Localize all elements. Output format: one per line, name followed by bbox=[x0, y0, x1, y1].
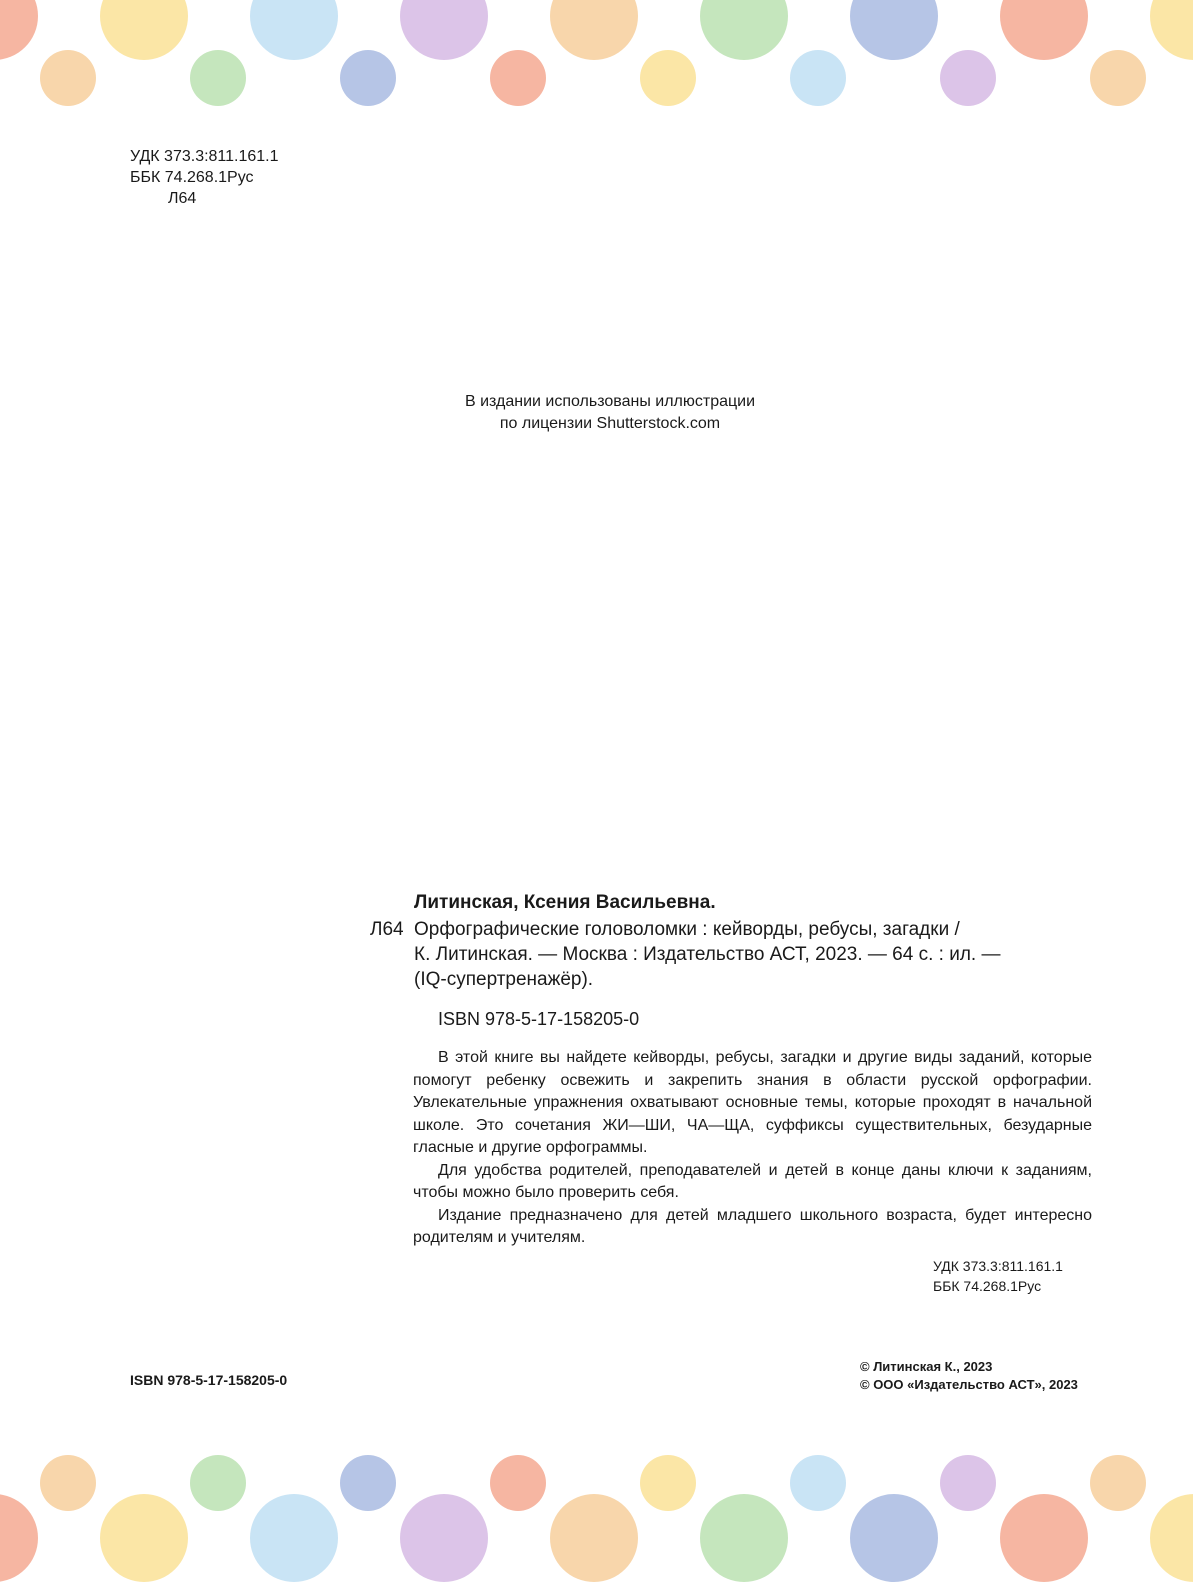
dot-decoration bbox=[100, 1494, 188, 1582]
dot-decoration bbox=[490, 50, 546, 106]
dot-decoration bbox=[940, 50, 996, 106]
top-dots-decoration bbox=[0, 0, 1193, 110]
dot-decoration bbox=[1090, 50, 1146, 106]
license-line-1: В издании использованы иллюстрации bbox=[464, 393, 756, 410]
bottom-dots-decoration bbox=[0, 1448, 1193, 1565]
dot-decoration bbox=[1090, 1455, 1146, 1511]
footer-isbn: ISBN 978-5-17-158205-0 bbox=[130, 1372, 288, 1388]
dot-decoration bbox=[1150, 0, 1193, 60]
author-name: Литинская, Ксения Васильевна. bbox=[414, 892, 716, 913]
bbk-code: ББК 74.268.1Рус bbox=[933, 1278, 1042, 1294]
dot-decoration bbox=[850, 1494, 938, 1582]
entry-code: Л64 bbox=[370, 919, 404, 940]
dot-decoration bbox=[250, 0, 338, 60]
classification-block bbox=[130, 146, 279, 209]
entry-line-1: Орфографические головоломки : кейворды, ребусы, загадки / bbox=[414, 919, 960, 940]
entry-line-3: (IQ-супертренажёр). bbox=[414, 969, 594, 990]
dot-decoration bbox=[250, 1494, 338, 1582]
dot-decoration bbox=[940, 1455, 996, 1511]
copyright-publisher: © ООО «Издательство АСТ», 2023 bbox=[860, 1377, 1078, 1392]
dot-decoration bbox=[400, 1494, 488, 1582]
dot-decoration bbox=[640, 50, 696, 106]
dot-decoration bbox=[550, 1494, 638, 1582]
dot-decoration bbox=[700, 1494, 788, 1582]
dot-decoration bbox=[100, 0, 188, 60]
udk-code: УДК 373.3:811.161.1 bbox=[130, 148, 279, 165]
dot-decoration bbox=[40, 1455, 96, 1511]
copyright-block bbox=[860, 1358, 1078, 1394]
annotation-paragraph: Для удобства родителей, преподавателей и детей в конце даны ключи к заданиям, чтобы можно было проверить себя. bbox=[413, 1161, 1092, 1201]
dot-decoration bbox=[1000, 1494, 1088, 1582]
dot-decoration bbox=[190, 50, 246, 106]
dot-decoration bbox=[0, 1494, 38, 1582]
bibliographic-description bbox=[370, 917, 1095, 992]
bbk-code: ББК 74.268.1Рус bbox=[130, 169, 254, 186]
annotation bbox=[413, 1047, 1092, 1250]
udk-code: УДК 373.3:811.161.1 bbox=[933, 1258, 1063, 1274]
copyright-author: © Литинская К., 2023 bbox=[860, 1359, 993, 1374]
entry-line-2: К. Литинская. — Москва : Издательство АСТ, 2023. — 64 с. : ил. — bbox=[414, 944, 1001, 965]
dot-decoration bbox=[640, 1455, 696, 1511]
dot-decoration bbox=[400, 0, 488, 60]
dot-decoration bbox=[1000, 0, 1088, 60]
dot-decoration bbox=[0, 0, 38, 60]
annotation-paragraph: Издание предназначено для детей младшего школьного возраста, будет интересно родителям и учителям. bbox=[413, 1206, 1092, 1246]
dot-decoration bbox=[490, 1455, 546, 1511]
entry-isbn: ISBN 978-5-17-158205-0 bbox=[438, 1009, 640, 1029]
dot-decoration bbox=[850, 0, 938, 60]
dot-decoration bbox=[790, 50, 846, 106]
dot-decoration bbox=[1150, 1494, 1193, 1582]
bibliographic-entry bbox=[370, 889, 1095, 1032]
dot-decoration bbox=[790, 1455, 846, 1511]
annotation-paragraph: В этой книге вы найдете кейворды, ребусы, загадки и другие виды заданий, которые помогут ребенку освежить и закрепить знания в области русской орфографии. Увлекательные упражнения охватывают основные темы, которые проходят в начальной школе. Это сочетания ЖИ—ШИ, ЧА—ЩА, суффиксы существительных, безударные гласные и другие орфограммы. bbox=[413, 1049, 1092, 1156]
dot-decoration bbox=[190, 1455, 246, 1511]
dot-decoration bbox=[340, 50, 396, 106]
author-code: Л64 bbox=[168, 190, 197, 207]
license-note bbox=[400, 391, 820, 435]
dot-decoration bbox=[700, 0, 788, 60]
dot-decoration bbox=[340, 1455, 396, 1511]
license-line-2: по лицензии Shutterstock.com bbox=[499, 415, 721, 432]
dot-decoration bbox=[550, 0, 638, 60]
dot-decoration bbox=[40, 50, 96, 106]
classification-block-bottom bbox=[933, 1256, 1063, 1296]
